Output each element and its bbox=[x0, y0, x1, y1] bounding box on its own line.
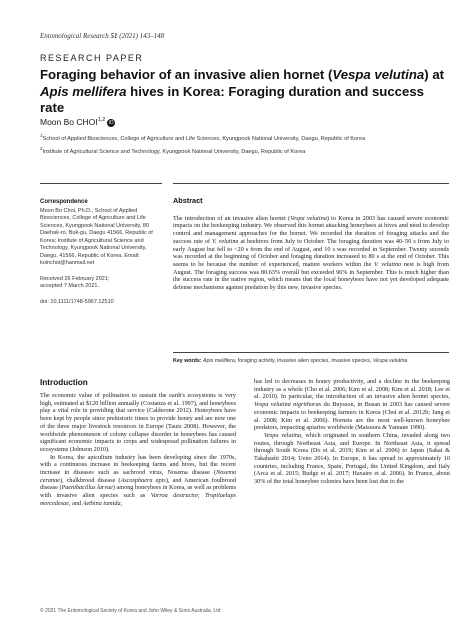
journal-details: (2021) 143–148 bbox=[119, 32, 165, 40]
section-tag: RESEARCH PAPER bbox=[40, 53, 144, 63]
title-text: ) at bbox=[424, 67, 445, 82]
title-species: Apis mellifera bbox=[40, 83, 127, 99]
abstract-text: The introduction of an invasive alien hornet (Vespa velutina) to Korea in 2003 has caused severe economic impacts on the beekeeping industry. We observed this hornet attacking honeybees at hives and need to develop control and management approaches for the hornet. We recorded the duration of foraging attacks and the success rate of V. velutina at beehives from July to October. The foraging duration was 40–50 s from July to early August but fell to ~20 s from the end of August, and 10 s was recorded in September. Twenty seconds was recorded at the beginning of October and foraging duration increased to 80 s at the end of October. This seems to be because the number of experienced, mature workers within the V. velutina nest is high from August. The foraging success was 80.63% overall but exceeded 96% in September. This is much higher than the success rate in the native region, which means that the local honeybees have not yet developed adequate defense mechanisms against predation by this new, invasive species. bbox=[173, 214, 449, 292]
title-text: hives in Korea: Foraging duration and success rate bbox=[40, 83, 425, 115]
body-column-left bbox=[40, 392, 236, 508]
sidebar-top-rule bbox=[40, 183, 162, 184]
author-affiliation-marks: 1,2 bbox=[97, 117, 106, 124]
doi-link[interactable]: doi: 10.1111/1748-5967.12510 bbox=[40, 298, 114, 305]
journal-running-head bbox=[40, 32, 164, 40]
affiliation-1: $^1$School of Applied Biosciences, College of Agriculture and Life Sciences, Kyungpook National University, Daegu, Republic of Korea bbox=[40, 133, 366, 142]
copyright-footer: © 2021 The Entomological Society of Korea and John Wiley & Sons Australia, Ltd bbox=[40, 608, 221, 614]
author-name: Moon Bo CHOI bbox=[40, 117, 98, 127]
orcid-icon[interactable]: iD bbox=[108, 119, 114, 126]
author-line bbox=[40, 117, 115, 127]
keywords: Key words: Apis mellifera, foraging activity, invasive alien species, invasive species, Vespa velutina bbox=[173, 358, 408, 364]
introduction-heading: Introduction bbox=[40, 378, 88, 387]
correspondence-text: Moon Bo Choi, Ph.D., School of Applied Biosciences, College of Agriculture and Life Sciences, Kyungpook National University, 80 Daehak-ro, Buk-gu, Daegu 41566, Republic of Korea; Institute of Agricultural Science and Technology, Kyungpook National University, Daegu, 41566, Republic of Korea. Email: koinchoi@hanmail.net bbox=[40, 207, 153, 266]
paragraph: In Korea, the apiculture industry has been developing since the 1970s, with a continuous increase in beekeeping farms and hives, but the recent increase in diseases such as sacbrood virus, Nosema disease (Nosema ceranae), chalkbrood disease (Ascosphaera apis), and American foulbrood disease (Paenibacillus larvae) among honeybees in Korea, as well as problems with invasive alien species such as Varroa destructor, Tropilaelaps mercedesae, and Aethina tumida, bbox=[40, 453, 236, 507]
paragraph: has led to decreases in honey productivity, and a decline in the beekeeping industry as a whole (Cho et al. 2006; Kim et al. 2008; Kim et al. 2018; Lee et al. 2010). In particular, the introduction of an invasive alien hornet species, Vespa velutina nigrithorax du Buysson, in Busan in 2003 has caused severe economic impacts to beekeeping farmers in Korea (Choi et al. 2012b; Jung et al. 2008; Kim et al. 2006). Hornets are the most well-known honeybee predators, impacting apiaries worldwide (Matsuura & Yamane 1990). bbox=[254, 378, 451, 432]
article-title bbox=[40, 67, 450, 117]
keywords-label: Key words: bbox=[173, 358, 202, 364]
paragraph: The economic value of pollination to sustain the earth's ecosystems is very high, estimated at $120 billion annually (Costanza et al. 1997), and honeybees play a vital role in providing that service (Calderone 2012). Honeybees have been kept by people since prehistoric times to provide honey and are now one of the three major livestock resources in Europe (Tautz 2008). However, the worldwide phenomenon of colony collapse disorder in honeybees has caused significant economic impacts to crops and widespread pollination failures in ecosystems (Johnson 2010). bbox=[40, 392, 236, 453]
abstract-heading: Abstract bbox=[173, 196, 203, 205]
body-column-right bbox=[254, 378, 450, 486]
paragraph: Vespa velutina, which originated in southern China, invaded along two routes, through Northeast Asia, and Europe. In Northeast Asia, it spread through South Korea (Do et al. 2019; Kim et al. 2006) to Japan (Sakai & Takahashi 2014; Ueno 2014). In Europe, it has spread to approximately 10 countries, including France, Spain, Portugal, the United Kingdom, and Italy (Arca et al. 2015; Budge et al. 2017; Haxaire et al. 2006). In France, about 30% of the total honeybee colonies have been lost due to the bbox=[254, 431, 450, 486]
journal-volume: 51 bbox=[110, 32, 118, 40]
title-text: Foraging behavior of an invasive alien hornet ( bbox=[40, 67, 333, 82]
journal-name: Entomological Research bbox=[40, 32, 109, 40]
abstract-top-rule bbox=[173, 183, 449, 184]
sidebar bbox=[40, 199, 162, 314]
affiliation-2: $^2$Institute of Agricultural Science and Technology, Kyungpook National University, Daegu, Republic of Korea bbox=[40, 145, 306, 155]
abstract-bottom-rule bbox=[173, 352, 449, 353]
correspondence-heading: Correspondence bbox=[40, 199, 88, 205]
article-dates: Received 26 February 2021; accepted 7 March 2021. bbox=[40, 275, 110, 289]
affiliations bbox=[40, 132, 460, 158]
abstract bbox=[173, 197, 449, 292]
title-species: Vespa velutina bbox=[332, 67, 425, 82]
